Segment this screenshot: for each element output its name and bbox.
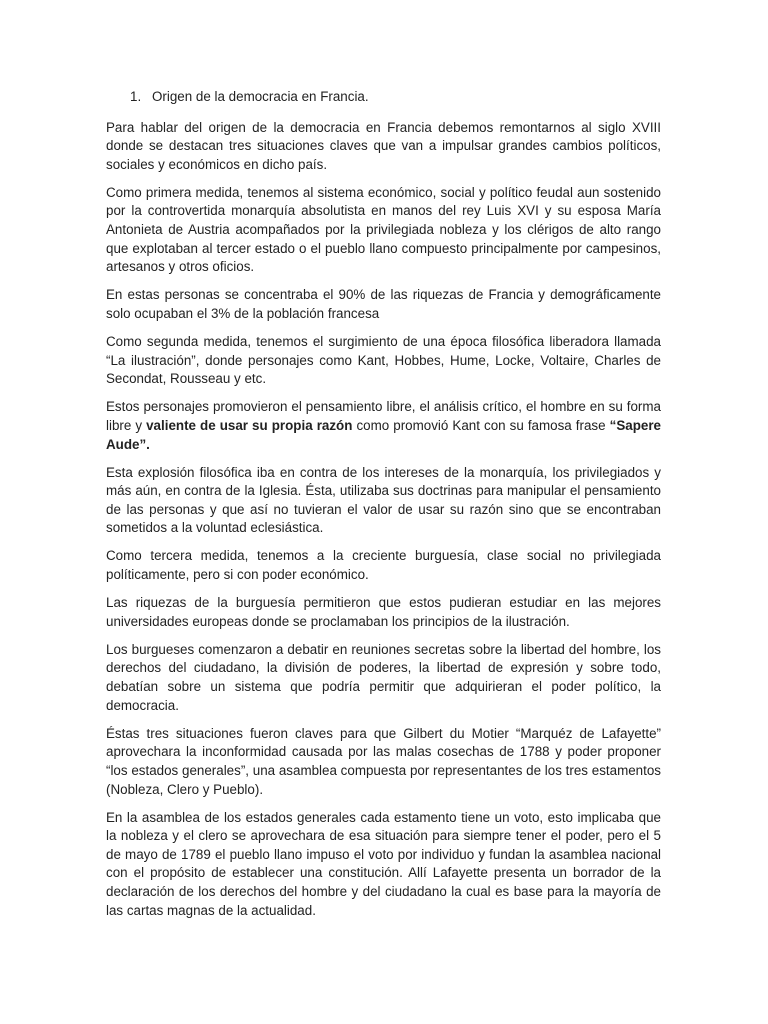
- paragraph-intro: Para hablar del origen de la democracia en Francia debemos remontarnos al siglo XVIII donde se destacan tres situaciones claves que van a impulsar grandes cambios políticos, sociales y económicos en dicho país.: [106, 119, 661, 172]
- heading-text: Origen de la democracia en Francia.: [152, 89, 369, 104]
- kant-text-2: como promovió Kant con su famosa frase: [352, 417, 610, 433]
- sapere-aude-phrase: “Sapere Aude”.: [106, 417, 661, 452]
- kant-bold-phrase: valiente de usar su propia razón: [146, 417, 353, 433]
- paragraph-assembly: En la asamblea de los estados generales cada estamento tiene un voto, esto implicaba que la nobleza y el clero se aprovechara de esa situación para siempre tener el poder, pero el 5 de mayo de 1789 el pueblo llano impuso el voto por individuo y fundan la asamblea nacional con el propósito de establecer una constitución. Allí Lafayette presenta un borrador de la declaración de los derechos del hombre y del ciudadano la cual es base para la mayoría de las cartas magnas de la actualidad.: [106, 809, 661, 918]
- paragraph-church: Esta explosión filosófica iba en contra de los intereses de la monarquía, los privilegiados y más aún, en contra de la Iglesia. Ésta, utilizaba sus doctrinas para manipular el pensamiento de las personas y que así no tuvieran el valor de usar su razón sino que se encontraban sometidos a la voluntad eclesiástica.: [106, 464, 661, 536]
- paragraph-bourgeoisie-wealth: Las riquezas de la burguesía permitieron que estos pudieran estudiar en las mejores universidades europeas donde se proclamaban los principios de la ilustración.: [106, 595, 661, 629]
- paragraph-third-measure: Como tercera medida, tenemos a la creciente burguesía, clase social no privilegiada políticamente, pero si con poder económico.: [106, 548, 661, 583]
- paragraph-wealth: En estas personas se concentraba el 90% de las riquezas de Francia y demográficamente solo ocupaban el 3% de la población francesa: [106, 287, 661, 321]
- paragraph-kant: [106, 398, 661, 454]
- paragraph-second-measure: Como segunda medida, tenemos el surgimiento de una época filosófica liberadora llamada “La ilustración”, donde personajes como Kant, Hobbes, Hume, Locke, Voltaire, Charles de Secondat, Rousseau y etc.: [106, 334, 661, 387]
- paragraph-bourgeois-debates: Los burgueses comenzaron a debatir en reuniones secretas sobre la libertad del hombre, los derechos del ciudadano, la división de poderes, la libertad de expresión y sobre todo, debatían sobre un sistema que podría permitir que adquirieran el poder político, la democracia.: [106, 641, 661, 713]
- paragraph-lafayette: Éstas tres situaciones fueron claves para que Gilbert du Motier “Marquéz de Lafayette” aprovechara la inconformidad causada por las malas cosechas de 1788 y poder proponer “los estados generales”, una asamblea compuesta por representantes de los tres estamentos (Nobleza, Clero y Pueblo).: [106, 725, 661, 797]
- document-page: [106, 88, 661, 930]
- paragraph-first-measure: Como primera medida, tenemos al sistema económico, social y político feudal aun sostenido por la controvertida monarquía absolutista en manos del rey Luis XVI y su esposa María Antonieta de Austria acompañados por la privilegiada nobleza y los clérigos de alto rango que explotaban al tercer estado o el pueblo llano compuesto principalmente por campesinos, artesanos y otros oficios.: [106, 184, 661, 275]
- kant-text-1: Estos personajes promovieron el pensamiento libre, el análisis crítico, el hombre en su forma libre y: [106, 399, 661, 433]
- heading-number: 1.: [130, 89, 142, 104]
- section-heading: [106, 88, 661, 107]
